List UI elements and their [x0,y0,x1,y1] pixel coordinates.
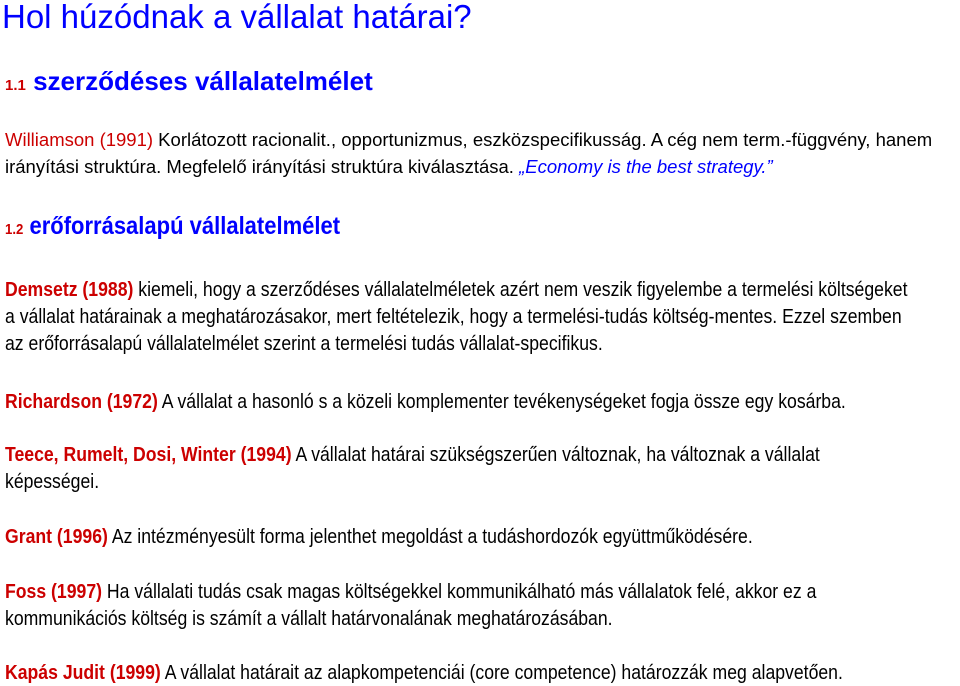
paragraph-teece [5,441,820,495]
body-text: A vállalat a hasonló s a közeli komplementer tevékenységeket fogja össze egy kosárba. [157,390,846,413]
text-line [5,153,932,180]
body-text: Az intézményesült forma jelenthet megoldást a tudáshordozók együttműködésére. [107,525,753,548]
body-text: A vállalat határait az alapkompetenciái (core competence) határozzák meg alapvetően. [160,661,843,684]
quote-text: „Economy is the best strategy.” [519,156,773,177]
paragraph-grant [5,523,753,550]
text-line: a vállalat határainak a meghatározásakor, mert feltételezik, hogy a termelési-tudás költség-mentes. Ezzel szemben [5,305,902,328]
paragraph-williamson [5,126,932,180]
author-citation: Richardson (1972) [5,390,158,413]
text-line: az erőforrásalapú vállalatelmélet szerint a termelési tudás vállalat-specifikus. [5,332,603,355]
paragraph-kapas [5,659,843,686]
section-heading-contractual [5,66,373,97]
text-line [5,578,816,605]
text-line [5,126,932,153]
section-title: szerződéses vállalatelmélet [25,66,373,96]
text-line [5,388,846,415]
text-line: kommunikációs költség is számít a vállalt határvonalának meghatározásában. [5,607,613,630]
text-line [5,441,820,468]
author-citation: Kapás Judit (1999) [5,661,161,684]
author-citation: Williamson (1991) [5,129,154,150]
section-title: erőforrásalapú vállalatelmélet [23,212,341,240]
body-text: Korlátozott racionalit., opportunizmus, eszközspecifikusság. A cég nem term.-függvény, hanem [153,129,933,150]
body-text: A vállalat határai szükségszerűen változnak, ha változnak a vállalat [291,443,820,466]
author-citation: Grant (1996) [5,525,108,548]
section-number: 1.1 [5,77,26,94]
section-heading-resource-based [5,212,340,241]
author-citation: Foss (1997) [5,580,103,603]
section-number: 1.2 [5,221,24,238]
body-text: kiemeli, hogy a szerződéses vállalatelméletek azért nem veszik figyelembe a termelési költségeket [133,278,908,301]
paragraph-foss [5,578,816,632]
author-citation: Teece, Rumelt, Dosi, Winter (1994) [5,443,292,466]
body-text: irányítási struktúra. Megfelelő irányítási struktúra kiválasztása. [5,156,520,177]
page-title: Hol húzódnak a vállalat határai? [2,0,472,35]
paragraph-richardson [5,388,846,415]
text-line [5,276,907,303]
text-line [5,523,753,550]
text-line: képességei. [5,470,100,493]
text-line [5,659,843,686]
body-text: Ha vállalati tudás csak magas költségekkel kommunikálható más vállalatok felé, akkor ez a [102,580,817,603]
author-citation: Demsetz (1988) [5,278,134,301]
paragraph-demsetz [5,276,907,357]
